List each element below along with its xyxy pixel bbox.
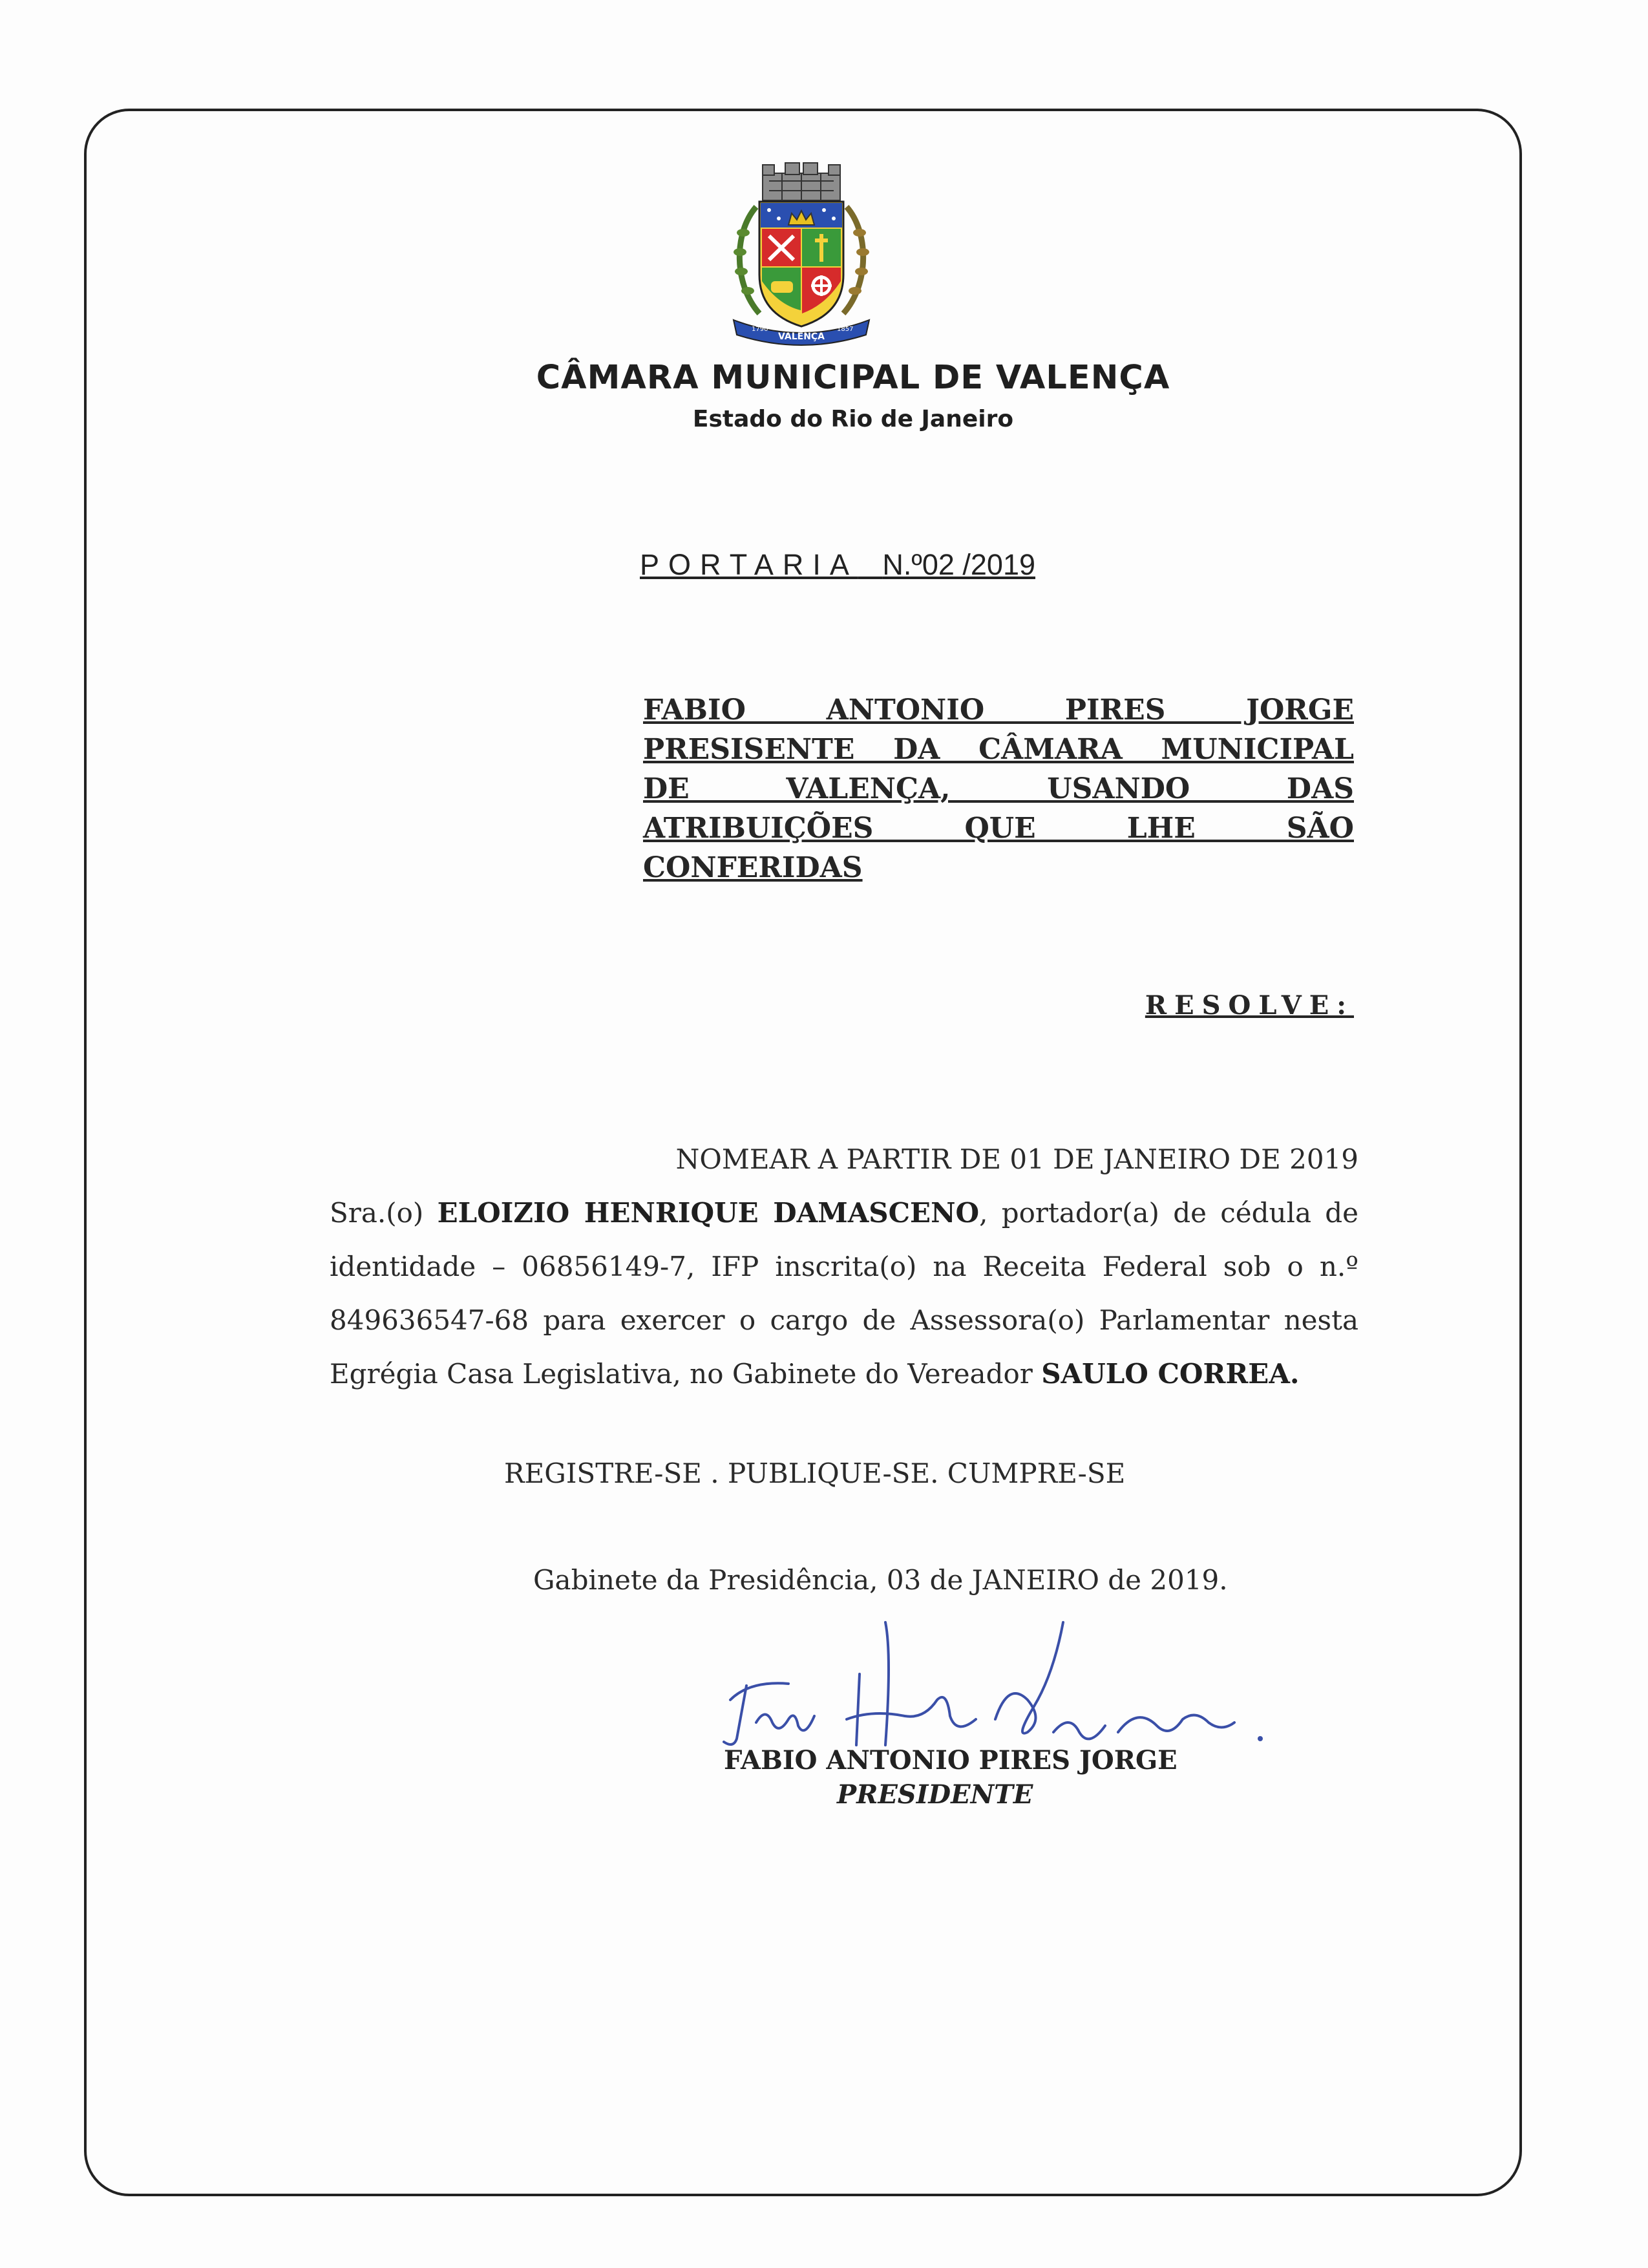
salutation: Sra.(o) (330, 1197, 424, 1229)
signer-name: FABIO ANTONIO PIRES JORGE (724, 1745, 1178, 1775)
appointment-body (330, 1132, 1358, 1401)
councillor-name: SAULO CORREA. (1041, 1358, 1300, 1390)
preamble (643, 690, 1354, 887)
crest-caption: VALENÇA (777, 332, 825, 342)
preamble-line: DE VALENÇA, USANDO DAS (643, 772, 1354, 805)
opening-line: NOMEAR A PARTIR DE 01 DE JANEIRO DE 2019 (675, 1143, 1358, 1175)
org-name: CÂMARA MUNICIPAL DE VALENÇA (536, 359, 1170, 397)
portaria-heading (640, 548, 1035, 582)
mural-crown (763, 163, 840, 200)
appointee-name: ELOIZIO HENRIQUE DAMASCENO (437, 1197, 980, 1229)
dateline: Gabinete da Presidência, 03 de JANEIRO de 2019. (533, 1564, 1228, 1596)
preamble-line: FABIO ANTONIO PIRES JORGE (643, 694, 1354, 726)
resolve-heading: RESOLVE: (1145, 990, 1354, 1021)
crest-year-right: 1857 (837, 326, 854, 333)
preamble-line: PRESISENTE DA CÂMARA MUNICIPAL (643, 733, 1354, 766)
closing-formula: REGISTRE-SE . PUBLIQUE-SE. CUMPRE-SE (504, 1457, 1126, 1489)
portaria-label: PORTARIA (640, 548, 858, 581)
preamble-line: ATRIBUIÇÕES QUE LHE SÃO (643, 812, 1354, 845)
portaria-number: N.º02 /2019 (882, 548, 1036, 581)
crest-year-left: 1790 (752, 326, 768, 333)
org-subtitle: Estado do Rio de Janeiro (692, 406, 1014, 432)
preamble-line: CONFERIDAS (643, 851, 863, 884)
signer-title: PRESIDENTE (837, 1779, 1033, 1810)
body-text: , portador(a) de cédula de identidade – 06856149-7, IFP inscrita(o) na Receita Federal sob o n.º 849636547-68 para exercer o cargo de Assessora(o) Parlamentar nesta Egrégia Casa Legislativa, no Gabinete do Vereador (330, 1197, 1359, 1390)
coat-of-arms-icon (721, 162, 882, 349)
